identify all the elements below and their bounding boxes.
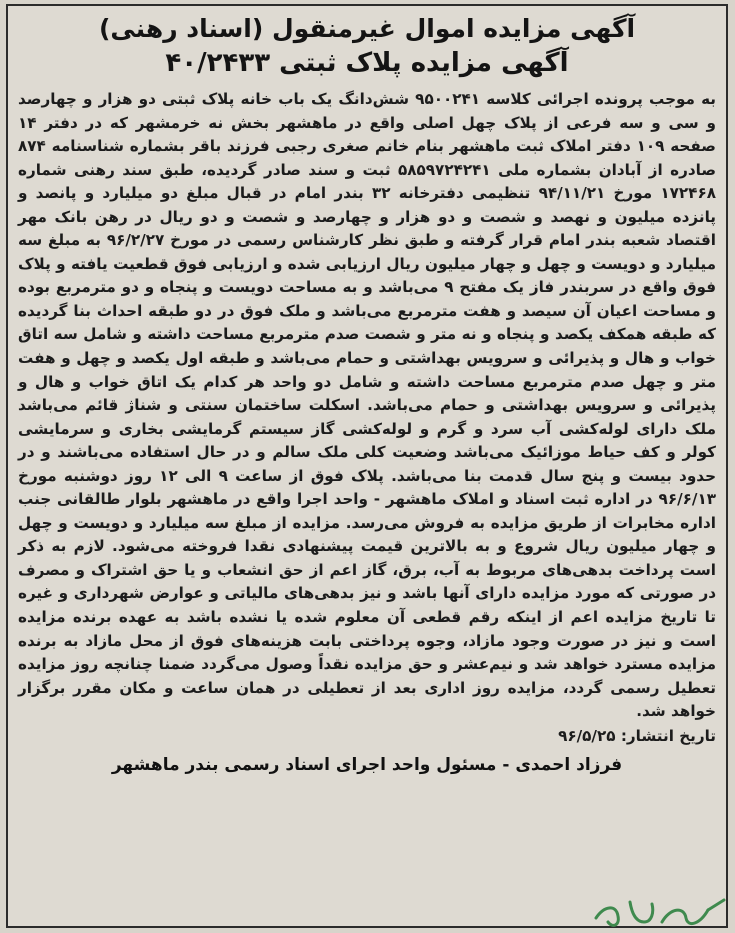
notice-clipping	[6, 4, 728, 928]
handwritten-annotation-icon	[590, 888, 730, 933]
publish-date: تاریخ انتشار: ۹۶/۵/۲۵	[558, 726, 716, 745]
notice-title: آگهی مزایده اموال غیرمنقول (اسناد رهنی)	[98, 14, 636, 43]
notice-body: به موجب پرونده اجرائی کلاسه ۹۵۰۰۲۴۱ شش‌دانگ یک باب خانه پلاک ثبتی دو هزار و چهارصد و سی و سه فرعی از پلاک چهل اصلی واقع در ماهشهر بخش نه خرمشهر که در دفتر ۱۴ صفحه ۱۰۹ دفتر املاک ثبت ماهشهر بنام خانم صغری رجبی فرزند باقر بشماره شناسنامه ۸۷۴ صادره از آبادان بشماره ملی ۵۸۵۹۷۲۴۲۴۱ ثبت و سند صادر گردیده، طبق سند رهنی شماره ۱۷۲۴۶۸ مورخ ۹۴/۱۱/۲۱ تنظیمی دفترخانه ۳۲ بندر امام در قبال مبلغ دو میلیارد و پانصد و پانزده میلیون و نهصد و شصت و دو هزار و چهارصد و شصت و دو ریال در رهن بانک مهر اقتصاد شعبه بندر امام قرار گرفته و طبق نظر کارشناس رسمی در مورخ ۹۶/۲/۲۷ به مبلغ سه میلیارد و دویست و چهل و چهار میلیون ریال ارزیابی شده و ارزیابی فوق قطعیت یافته و پلاک فوق واقع در سربندر فاز یک مفتح ۹ می‌باشد و به مساحت دویست و پنجاه و دو مترمربع بوده و مساحت اعیان آن سیصد و هفت مترمربع می‌باشد و ملک فوق در دو طبقه احداث بنا گردیده که طبقه همکف یکصد و پنجاه و نه متر و شصت صدم مترمربع مساحت داشته و شامل سه اتاق خواب و هال و پذیرائی و سرویس بهداشتی و حمام می‌باشد و طبقه اول یکصد و چهل و هفت متر و چهل صدم مترمربع مساحت داشته و شامل دو واحد هر کدام یک اتاق خواب و هال و پذیرائی و سرویس بهداشتی و حمام می‌باشد. اسکلت ساختمان سنتی و شناژ قائم می‌باشد ملک دارای لوله‌کشی آب سرد و گرم و لوله‌کشی گاز سیستم گرمایشی بخاری و سرمایشی کولر و کف حیاط موزائیک می‌باشد وضعیت کلی ملک سالم و در حال استفاده می‌باشند و در حدود بیست و پنج سال قدمت بنا می‌باشد. پلاک فوق از ساعت ۹ الی ۱۲ روز دوشنبه مورخ ۹۶/۶/۱۳ در اداره ثبت اسناد و املاک ماهشهر - واحد اجرا واقع در ماهشهر بلوار طالقانی جنب اداره مخابرات از طریق مزایده به فروش می‌رسد. مزایده از مبلغ سه میلیارد و دویست و چهل و چهار میلیون ریال شروع و به بالاترین قیمت پیشنهادی نقدا فروخته می‌شود. لازم به ذکر است پرداخت بدهی‌های مربوط به آب، برق، گاز اعم از حق انشعاب و یا حق اشتراک و مصرف در صورتی که مورد مزایده دارای آنها باشد و نیز بدهی‌های مالیاتی و عوارض شهرداری و غیره تا تاریخ مزایده اعم از اینکه رقم قطعی آن معلوم شده یا نشده باشد به عهده برنده مزایده است و نیز در صورت وجود مازاد، وجوه پرداختی بابت هزینه‌های فوق از محل مازاد به برنده مزایده مسترد خواهد شد و نیم‌عشر و حق مزایده نقداً وصول می‌گردد ضمنا چنانچه روز مزایده تعطیل رسمی گردد، مزایده روز اداری بعد از تعطیلی در همان ساعت و مکان مقرر برگزار خواهد شد.	[18, 90, 717, 721]
signature-line: فرزاد احمدی - مسئول واحد اجرای اسناد رسمی بندر ماهشهر	[111, 754, 623, 775]
notice-subtitle: آگهی مزایده پلاک ثبتی ۴۰/۲۴۳۳	[165, 48, 569, 78]
